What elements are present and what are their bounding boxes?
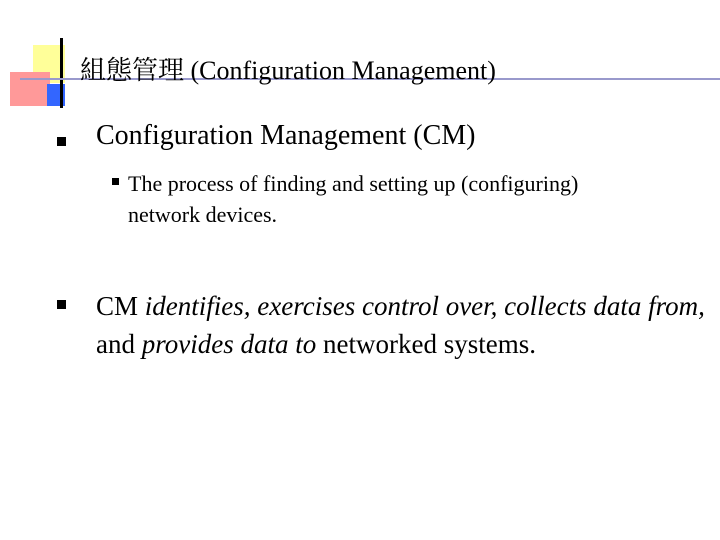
bullet-2-part-2: identifies, exercises control over, collects data from, — [144, 291, 705, 321]
bullet-2-part-3: and — [96, 329, 142, 359]
vertical-decor-line — [60, 38, 63, 108]
square-bullet-icon — [57, 137, 66, 146]
bullet-2-part-5: networked systems. — [316, 329, 536, 359]
sub-bullet-1-text: The process of finding and setting up (configuring) network devices. — [128, 171, 579, 227]
bullet-2-part-4: provides data to — [141, 329, 317, 359]
slide-title: 組態管理 (Configuration Management) — [80, 56, 496, 85]
bullet-2-text — [96, 287, 716, 363]
square-bullet-icon — [112, 178, 119, 185]
bullet-1-text: Configuration Management (CM) — [96, 120, 476, 151]
square-bullet-icon — [57, 300, 66, 309]
bullet-2-part-1: CM — [96, 291, 145, 321]
